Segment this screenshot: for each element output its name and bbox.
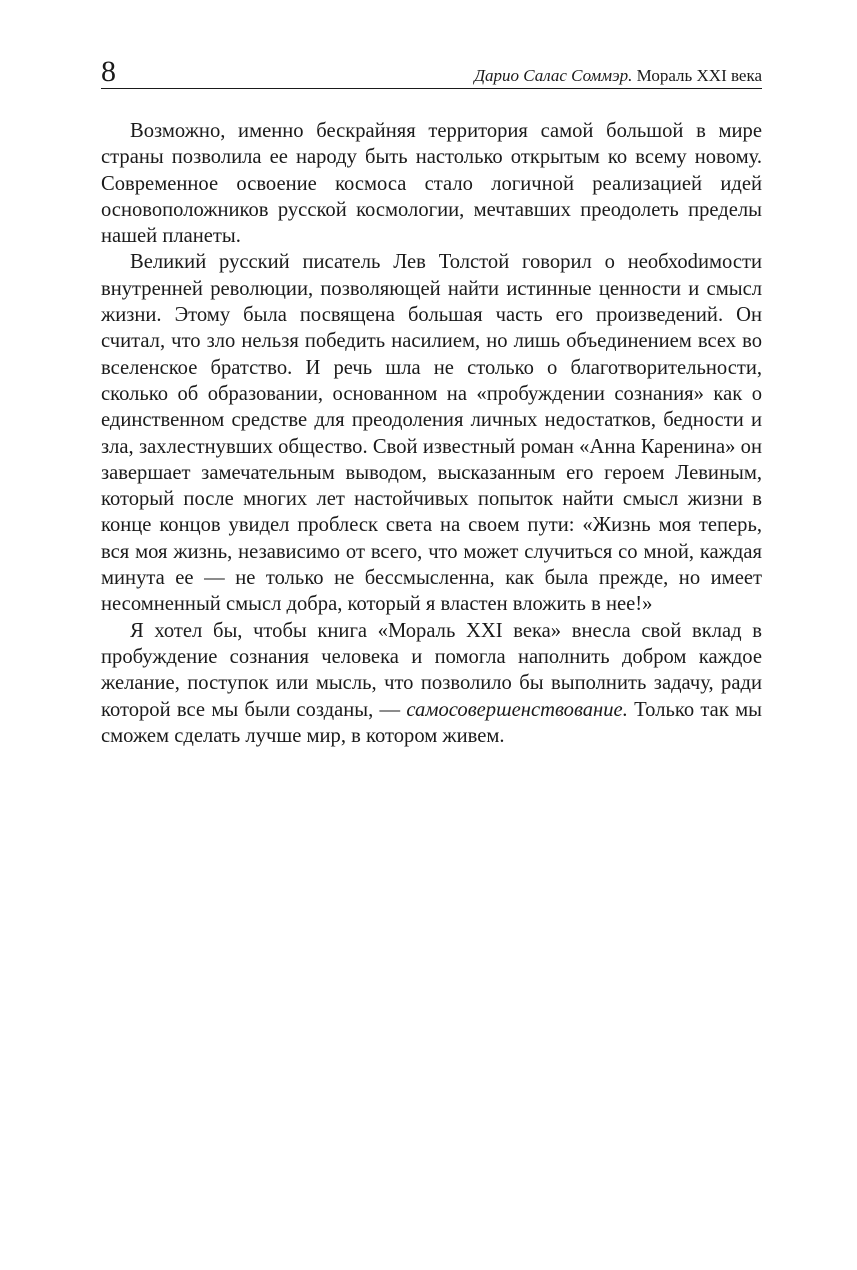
paragraph-closing-text: Я хотел бы, чтобы книга «Мораль XXI века» внесла свой вклад в пробуждение сознания человека и помогла наполнить добром каждое желание, поступок или мысль, что позволило бы выполнить задачу, ради которой все мы были созданы, — [101, 619, 762, 721]
paragraph-closing [101, 618, 762, 749]
running-head-book-title: Мораль XXI века [636, 66, 762, 85]
paragraph-space-exploration: Возможно, именно бескрайняя территория самой большой в мире страны позволила ее народу быть настолько открытым ко всему новому. Современное освоение космоса стало логичной реализацией идей основоположников русской космологии, мечтавших преодолеть пределы нашей планеты. [101, 120, 762, 248]
running-head-author: Дарио Салас Соммэр. [474, 66, 633, 85]
emphasis-self-improvement: самосовершенствование. [406, 698, 628, 721]
paragraph-tolstoy: Великий русский писатель Лев Толстой говорил о необхоdимости внутренней революции, позволяющей найти истинные ценности и смысл жизни. Этому была посвящена большая часть его произведений. Он считал, что зло нельзя победить насилием, но лишь объединением всех во вселенское братство. И речь шла не столько о благотворительности, сколько об образовании, основанном на «пробуждении сознания» как о единственном средстве для преодоления личных недостатков, бедности и зла, захлестнувших общество. Свой известный роман «Анна Каренина» он завершает замечательным выводом, высказанным его героем Левиным, который после многих лет настойчивых попыток найти смысл жизни в конце концов увидел проблеск света на своем пути: «Жизнь моя теперь, вся моя жизнь, независимо от всего, что может случиться со мной, каждая минута ее — не только не бессмысленна, как была прежде, но имеет несомненный смысл добра, который я властен вложить в нее!» [101, 251, 762, 616]
paragraph-closing-tail: Только так мы сможем сделать лучше мир, в котором живем. [101, 698, 762, 747]
running-head [474, 67, 762, 85]
page-number: 8 [101, 55, 116, 88]
body-text [101, 118, 762, 749]
page-header [101, 56, 762, 89]
